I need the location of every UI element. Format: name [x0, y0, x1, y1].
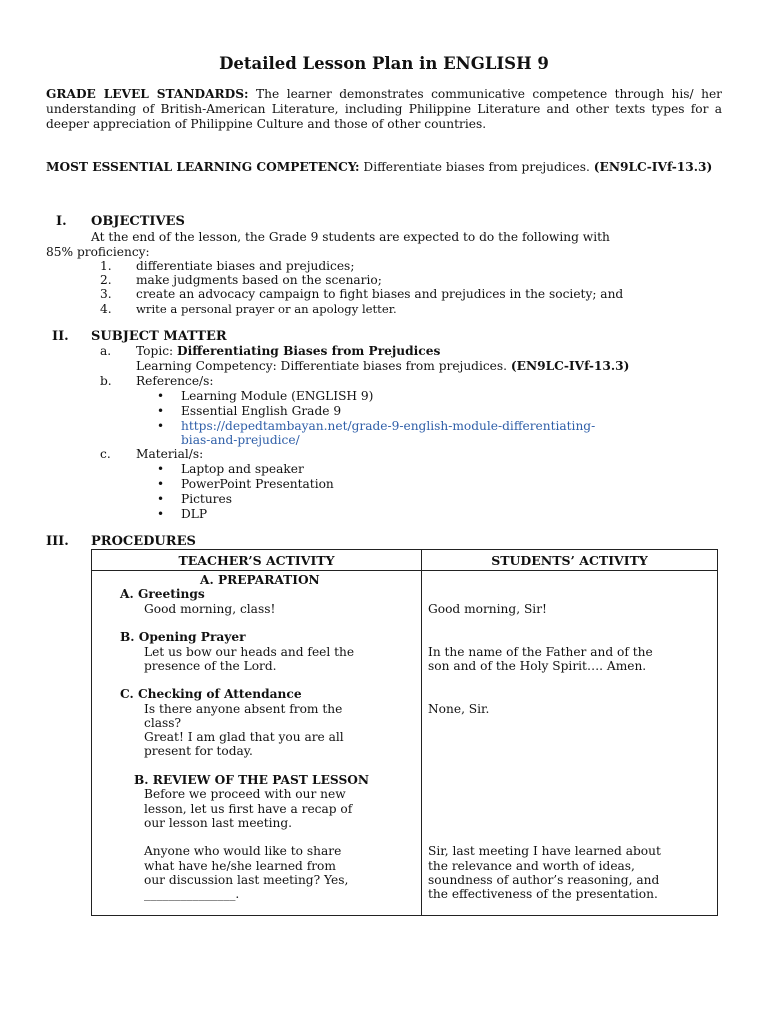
material-item: DLP — [181, 507, 208, 521]
opening-prayer-heading: B. Opening Prayer — [120, 630, 246, 644]
learning-competency-line — [136, 359, 629, 374]
procedures-heading: PROCEDURES — [91, 534, 196, 549]
material-item: Pictures — [181, 492, 232, 506]
objectives-intro-cont: 85% proficiency: — [46, 245, 150, 259]
subject-numeral: II. — [52, 329, 69, 344]
preparation-heading: A. PREPARATION — [200, 573, 320, 587]
objective-item: create an advocacy campaign to fight biases and prejudices in the society; and — [136, 287, 624, 301]
subject-letter-a: a. — [100, 344, 112, 358]
share-student-cont: the effectiveness of the presentation. — [428, 887, 658, 901]
melc — [46, 160, 722, 175]
attendance-student: None, Sir. — [428, 702, 490, 716]
objectives-numeral: I. — [56, 214, 67, 229]
reference-link[interactable]: https://depedtambayan.net/grade-9-english-module-differentiating- — [181, 419, 596, 433]
review-teacher: Before we proceed with our new — [144, 787, 346, 801]
page-title: Detailed Lesson Plan in ENGLISH 9 — [219, 54, 549, 73]
review-teacher-cont: our lesson last meeting. — [144, 816, 293, 830]
attendance-teacher-cont: class? — [144, 716, 182, 730]
share-teacher-blank: _______________. — [144, 887, 240, 901]
topic-value: Differentiating Biases from Prejudices — [177, 344, 441, 358]
topic-label: Topic: — [136, 344, 178, 358]
students-activity-header: STUDENTS’ ACTIVITY — [422, 550, 718, 571]
objective-item: write a personal prayer or an apology letter. — [136, 302, 397, 316]
share-student-cont: the relevance and worth of ideas, — [428, 859, 635, 873]
attendance-teacher-cont: present for today. — [144, 744, 253, 758]
teacher-activity-header: TEACHER’S ACTIVITY — [92, 550, 422, 571]
review-heading: B. REVIEW OF THE PAST LESSON — [134, 773, 370, 787]
bullet-icon: • — [157, 389, 165, 403]
procedures-numeral: III. — [46, 534, 69, 549]
bullet-icon: • — [157, 507, 165, 521]
objective-number: 1. — [100, 259, 112, 273]
greetings-heading: A. Greetings — [120, 587, 205, 601]
reference-item: Essential English Grade 9 — [181, 404, 342, 418]
reference-link-cont[interactable]: bias-and-prejudice/ — [181, 433, 300, 447]
objective-item: make judgments based on the scenario; — [136, 273, 382, 287]
table-header-row — [92, 550, 718, 571]
reference-item: Learning Module (ENGLISH 9) — [181, 389, 374, 403]
objective-item: differentiate biases and prejudices; — [136, 259, 355, 273]
share-teacher-cont: our discussion last meeting? Yes, — [144, 873, 349, 887]
subject-letter-c: c. — [100, 447, 111, 461]
greetings-teacher: Good morning, class! — [144, 602, 276, 616]
prayer-student-cont: son and of the Holy Spirit…. Amen. — [428, 659, 647, 673]
references-label: Reference/s: — [136, 374, 214, 388]
prayer-teacher: Let us bow our heads and feel the — [144, 645, 355, 659]
lc-text: Learning Competency: Differentiate biases from prejudices. — [136, 359, 511, 373]
subject-letter-b: b. — [100, 374, 112, 388]
objective-number: 3. — [100, 287, 112, 301]
students-activity-cell — [422, 571, 718, 916]
bullet-icon: • — [157, 404, 165, 418]
table-row — [92, 571, 718, 916]
share-teacher-cont: what have he/she learned from — [144, 859, 336, 873]
prayer-teacher-cont: presence of the Lord. — [144, 659, 277, 673]
material-item: PowerPoint Presentation — [181, 477, 334, 491]
attendance-teacher: Is there anyone absent from the — [144, 702, 343, 716]
objectives-intro: At the end of the lesson, the Grade 9 students are expected to do the following with — [91, 230, 610, 244]
lc-code: (EN9LC-IVf-13.3) — [510, 359, 630, 373]
bullet-icon: • — [157, 419, 165, 433]
share-student: Sir, last meeting I have learned about — [428, 844, 661, 858]
melc-code: (EN9LC-IVf-13.3) — [593, 160, 713, 174]
bullet-icon: • — [157, 492, 165, 506]
material-item: Laptop and speaker — [181, 462, 304, 476]
objective-number: 2. — [100, 273, 112, 287]
bullet-icon: • — [157, 462, 165, 476]
materials-label: Material/s: — [136, 447, 204, 461]
share-teacher: Anyone who would like to share — [144, 844, 342, 858]
bullet-icon: • — [157, 477, 165, 491]
subject-heading: SUBJECT MATTER — [91, 329, 227, 344]
grade-level-standards — [46, 87, 722, 133]
objectives-heading: OBJECTIVES — [91, 214, 185, 229]
procedures-table — [91, 549, 718, 916]
greetings-student: Good morning, Sir! — [428, 602, 547, 616]
prayer-student: In the name of the Father and of the — [428, 645, 653, 659]
attendance-teacher-cont: Great! I am glad that you are all — [144, 730, 344, 744]
gls-text: The learner demonstrates communicative competence through his/ her understanding of British-American Literature, including Philippine Literature and other texts types for a deeper appreciation of Philippine Culture and those of other countries. — [46, 87, 722, 132]
share-student-cont: soundness of author’s reasoning, and — [428, 873, 660, 887]
attendance-heading: C. Checking of Attendance — [120, 687, 302, 701]
gls-label: GRADE LEVEL STANDARDS: — [46, 87, 249, 101]
teacher-activity-cell — [92, 571, 422, 916]
objective-number: 4. — [100, 302, 112, 316]
melc-text: Differentiate biases from prejudices. — [359, 160, 594, 174]
topic-line — [136, 344, 440, 359]
review-teacher-cont: lesson, let us first have a recap of — [144, 802, 353, 816]
melc-label: MOST ESSENTIAL LEARNING COMPETENCY: — [46, 160, 360, 174]
